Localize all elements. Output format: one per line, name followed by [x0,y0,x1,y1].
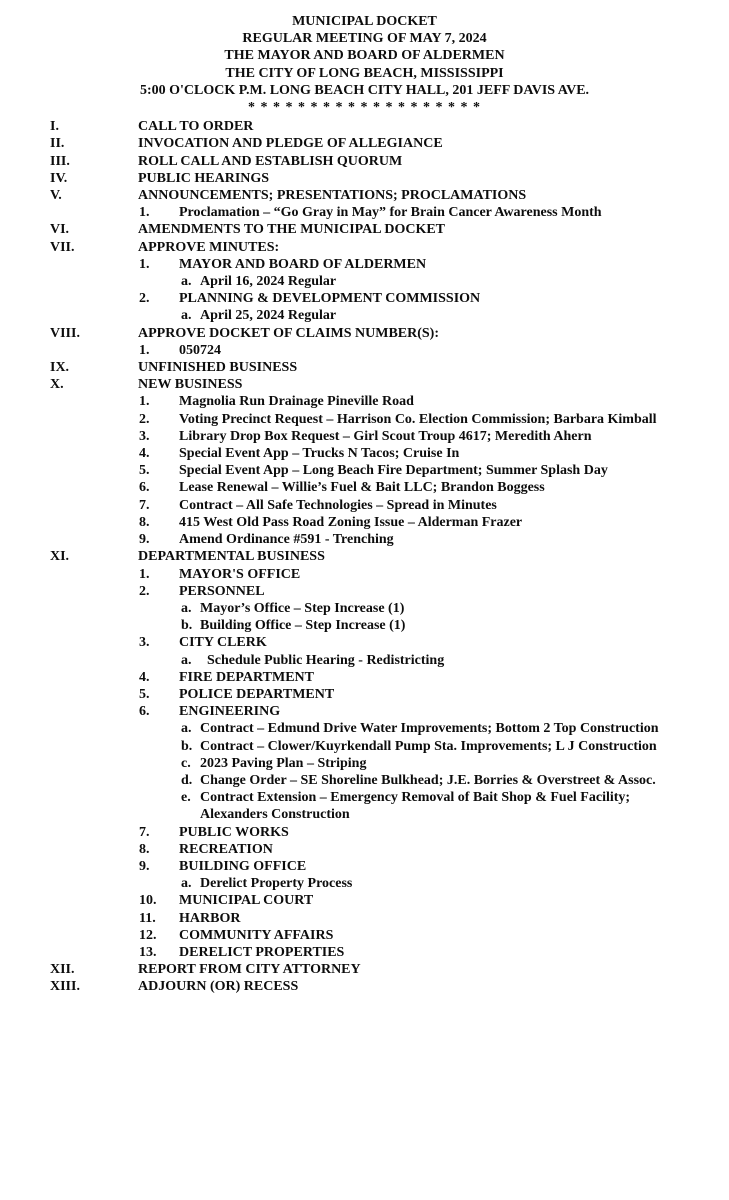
item-number: a. [181,308,192,324]
item-text: DEPARTMENTAL BUSINESS [138,549,325,565]
agenda-list [0,118,729,995]
item-number: 8. [139,514,150,530]
agenda-item [0,187,729,204]
item-text: Special Event App – Trucks N Tacos; Cruise In [179,446,460,462]
agenda-item [0,755,729,772]
city-line: THE CITY OF LONG BEACH, MISSISSIPPI [225,65,504,81]
item-text: APPROVE DOCKET OF CLAIMS NUMBER(S): [138,325,440,341]
item-number: 11. [139,910,156,926]
item-number: 2. [139,583,150,599]
item-text: DERELICT PROPERTIES [179,944,345,960]
agenda-item [0,445,729,462]
agenda-item [0,221,729,238]
item-number: I. [50,119,59,135]
item-text: Library Drop Box Request – Girl Scout Troup 4617; Meredith Ahern [179,428,592,444]
item-text: April 16, 2024 Regular [200,274,337,290]
agenda-item [0,892,729,909]
item-text: FIRE DEPARTMENT [179,669,314,685]
item-number: 1. [139,342,150,358]
item-text: Schedule Public Hearing - Redistricting [207,652,445,668]
item-number: 3. [139,635,150,651]
agenda-item [0,497,729,514]
item-number: II. [50,136,65,152]
item-text: HARBOR [179,910,241,926]
agenda-item [0,617,729,634]
item-number: 9. [139,532,150,548]
item-number: a. [181,652,192,668]
item-number: XI. [50,549,70,565]
item-number: c. [181,755,191,771]
agenda-item [0,376,729,393]
agenda-item [0,720,729,737]
item-number: 6. [139,704,150,720]
item-number: b. [181,618,193,634]
item-text: MAYOR'S OFFICE [179,566,301,582]
item-number: 13. [139,944,157,960]
item-text: ADJOURN (OR) RECESS [138,979,299,995]
agenda-item [0,978,729,995]
item-text: Proclamation – “Go Gray in May” for Brain Cancer Awareness Month [179,205,602,221]
agenda-item [0,256,729,273]
item-number: 1. [139,256,150,272]
item-text: Lease Renewal – Willie’s Fuel & Bait LLC; Brandon Boggess [179,480,545,496]
item-number: b. [181,738,193,754]
item-text: 2023 Paving Plan – Striping [200,755,367,771]
agenda-item [0,170,729,187]
item-text: 415 West Old Pass Road Zoning Issue – Alderman Frazer [179,514,523,530]
agenda-item [0,703,729,720]
item-text: INVOCATION AND PLEDGE OF ALLEGIANCE [138,136,443,152]
item-number: XII. [50,962,75,978]
item-text: RECREATION [179,841,273,857]
agenda-item [0,961,729,978]
item-number: a. [181,274,192,290]
item-text: CALL TO ORDER [138,119,254,135]
time-location-line: 5:00 O'CLOCK P.M. LONG BEACH CITY HALL, 201 JEFF DAVIS AVE. [139,82,590,98]
agenda-item [0,634,729,651]
item-text: ANNOUNCEMENTS; PRESENTATIONS; PROCLAMATIONS [138,188,527,204]
item-text: Contract Extension – Emergency Removal of Bait Shop & Fuel Facility; Alexanders Construction [200,789,729,823]
item-text: MAYOR AND BOARD OF ALDERMEN [179,256,427,272]
item-number: VI. [50,222,70,238]
agenda-item [0,583,729,600]
item-number: e. [181,790,191,806]
agenda-item [0,135,729,152]
document-header [0,0,729,116]
agenda-item [0,514,729,531]
board-line: THE MAYOR AND BOARD OF ALDERMEN [224,48,505,64]
agenda-item [0,548,729,565]
item-text: AMENDMENTS TO THE MUNICIPAL DOCKET [138,222,446,238]
item-text: APPROVE MINUTES: [138,239,280,255]
agenda-item [0,153,729,170]
item-number: d. [181,772,193,788]
item-number: IX. [50,360,70,376]
item-text-continuation: Alexanders Construction [200,807,350,823]
item-text: Magnolia Run Drainage Pineville Road [179,394,414,410]
item-number: XIII. [50,979,80,995]
agenda-item [0,738,729,755]
agenda-item [0,307,729,324]
item-number: 5. [139,463,150,479]
agenda-item [0,789,729,823]
agenda-item [0,359,729,376]
agenda-item [0,393,729,410]
agenda-item [0,325,729,342]
item-number: V. [50,188,62,204]
item-text: NEW BUSINESS [138,377,243,393]
agenda-item [0,669,729,686]
item-number: 3. [139,428,150,444]
item-number: 1. [139,566,150,582]
item-text: Derelict Property Process [200,876,353,892]
item-number: 5. [139,686,150,702]
agenda-item [0,858,729,875]
item-text: PERSONNEL [179,583,265,599]
item-number: 7. [139,824,150,840]
agenda-item [0,290,729,307]
item-number: 10. [139,893,157,909]
item-text: PLANNING & DEVELOPMENT COMMISSION [179,291,481,307]
meeting-type-line: REGULAR MEETING OF MAY 7, 2024 [242,31,487,47]
item-text: Building Office – Step Increase (1) [200,618,406,634]
item-number: a. [181,600,192,616]
item-text: Special Event App – Long Beach Fire Department; Summer Splash Day [179,463,608,479]
item-text: Voting Precinct Request – Harrison Co. Election Commission; Barbara Kimball [179,411,657,427]
item-text: PUBLIC WORKS [179,824,289,840]
item-text: PUBLIC HEARINGS [138,170,270,186]
item-text: REPORT FROM CITY ATTORNEY [138,962,361,978]
item-number: a. [181,721,192,737]
agenda-item [0,824,729,841]
item-number: 8. [139,841,150,857]
item-text: Contract – Edmund Drive Water Improvements; Bottom 2 Top Construction [200,721,659,737]
agenda-item [0,531,729,548]
item-text: BUILDING OFFICE [179,858,307,874]
item-text: UNFINISHED BUSINESS [138,360,298,376]
agenda-item [0,479,729,496]
item-number: VIII. [50,325,80,341]
doc-title: MUNICIPAL DOCKET [292,14,437,29]
agenda-item [0,566,729,583]
agenda-item [0,273,729,290]
agenda-item [0,600,729,617]
item-text: MUNICIPAL COURT [179,893,314,909]
item-text: April 25, 2024 Regular [200,308,337,324]
item-text: POLICE DEPARTMENT [179,686,335,702]
item-text: Contract – Clower/Kuyrkendall Pump Sta. Improvements; L J Construction [200,738,657,754]
item-text: COMMUNITY AFFAIRS [179,927,334,943]
item-number: 1. [139,205,150,221]
item-text: Amend Ordinance #591 - Trenching [179,532,394,548]
item-text: ENGINEERING [179,704,281,720]
asterisk-separator: * * * * * * * * * * * * * * * * * * * [248,100,481,116]
agenda-item [0,342,729,359]
agenda-item [0,927,729,944]
item-number: a. [181,876,192,892]
item-text: Change Order – SE Shoreline Bulkhead; J.E. Borries & Overstreet & Assoc. [200,772,656,788]
item-number: 9. [139,858,150,874]
agenda-item [0,652,729,669]
item-number: 2. [139,411,150,427]
agenda-item [0,910,729,927]
agenda-item [0,875,729,892]
item-text: ROLL CALL AND ESTABLISH QUORUM [138,153,403,169]
item-text: 050724 [179,342,221,358]
item-number: X. [50,377,64,393]
item-number: 6. [139,480,150,496]
agenda-item [0,239,729,256]
item-number: 4. [139,446,150,462]
item-text: CITY CLERK [179,635,267,651]
item-number: VII. [50,239,75,255]
agenda-item [0,462,729,479]
agenda-item [0,118,729,135]
item-number: IV. [50,170,68,186]
agenda-item [0,772,729,789]
item-number: 2. [139,291,150,307]
item-number: 12. [139,927,157,943]
agenda-item [0,686,729,703]
item-number: 1. [139,394,150,410]
agenda-item [0,428,729,445]
agenda-item [0,204,729,221]
item-number: III. [50,153,70,169]
item-text: Mayor’s Office – Step Increase (1) [200,600,405,616]
item-number: 7. [139,497,150,513]
item-number: 4. [139,669,150,685]
item-text: Contract – All Safe Technologies – Spread in Minutes [179,497,497,513]
agenda-item [0,944,729,961]
agenda-item [0,841,729,858]
agenda-item [0,411,729,428]
